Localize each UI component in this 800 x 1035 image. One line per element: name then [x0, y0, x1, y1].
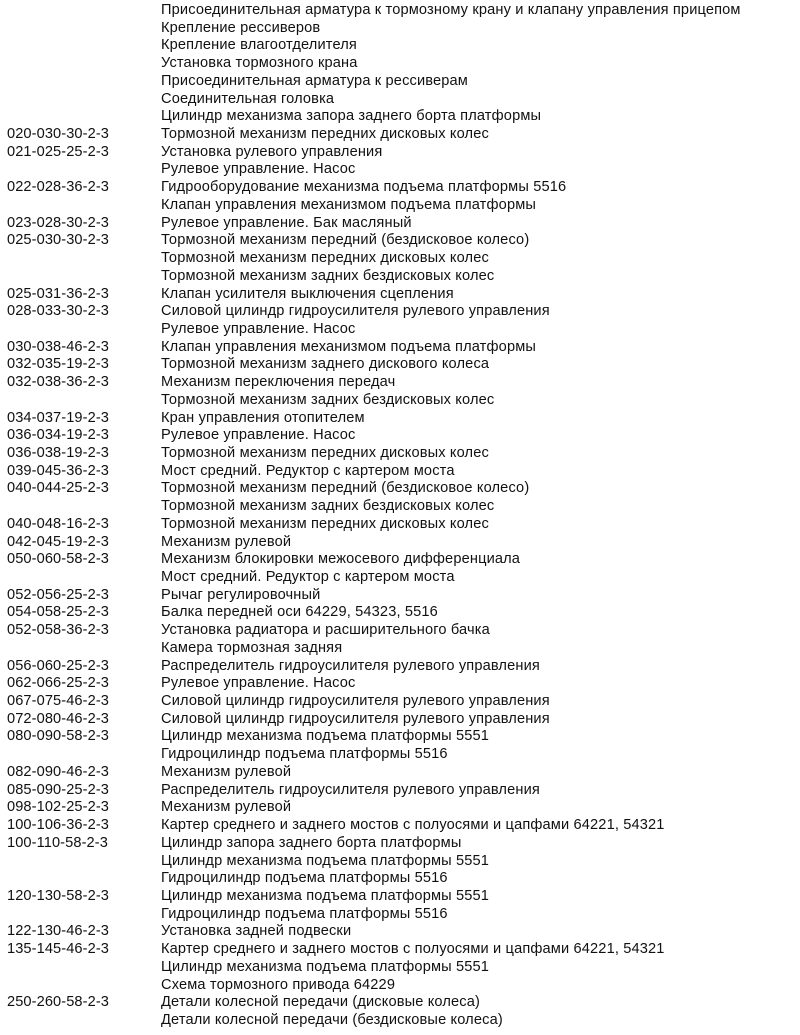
- part-code: 082-090-46-2-3: [7, 763, 110, 780]
- table-row: [0, 215, 800, 233]
- part-code: 025-030-30-2-3: [7, 232, 110, 249]
- table-row: [0, 445, 800, 463]
- part-code: 025-031-36-2-3: [7, 285, 110, 302]
- part-code: 040-048-16-2-3: [7, 515, 110, 532]
- table-row: [0, 728, 800, 746]
- part-code: 052-058-36-2-3: [7, 622, 110, 639]
- part-description: Цилиндр запора заднего борта платформы: [161, 834, 462, 851]
- part-code: 032-038-36-2-3: [7, 374, 110, 391]
- table-row: [0, 534, 800, 552]
- table-row: [0, 764, 800, 782]
- part-description: Тормозной механизм передний (бездисковое колесо): [161, 232, 530, 249]
- part-description: Тормозной механизм задних бездисковых колес: [161, 498, 495, 515]
- part-description: Установка задней подвески: [161, 923, 352, 940]
- table-row: [0, 303, 800, 321]
- table-row: [0, 870, 800, 888]
- table-row: [0, 888, 800, 906]
- part-code: 062-066-25-2-3: [7, 675, 110, 692]
- part-code: 080-090-58-2-3: [7, 728, 110, 745]
- part-code: 250-260-58-2-3: [7, 994, 110, 1011]
- table-row: [0, 906, 800, 924]
- part-description: Распределитель гидроусилителя рулевого управления: [161, 657, 540, 674]
- part-description: Силовой цилиндр гидроусилителя рулевого управления: [161, 693, 550, 710]
- part-description: Цилиндр механизма подъема платформы 5551: [161, 852, 490, 869]
- part-description: Рулевое управление. Насос: [161, 320, 356, 337]
- part-description: Крепление рессиверов: [161, 19, 321, 36]
- part-code: 039-045-36-2-3: [7, 462, 110, 479]
- part-code: 100-110-58-2-3: [7, 834, 108, 851]
- part-description: Мост средний. Редуктор с картером моста: [161, 569, 455, 585]
- table-row: [0, 463, 800, 481]
- table-row: [0, 923, 800, 941]
- table-row: [0, 782, 800, 800]
- part-description: Силовой цилиндр гидроусилителя рулевого управления: [161, 303, 550, 320]
- table-row: [0, 286, 800, 304]
- table-row: [0, 994, 800, 1012]
- part-description: Тормозной механизм задних бездисковых колес: [161, 391, 495, 408]
- part-description: Кран управления отопителем: [161, 409, 365, 426]
- part-description: Силовой цилиндр гидроусилителя рулевого управления: [161, 710, 550, 727]
- table-row: [0, 516, 800, 534]
- table-row: [0, 91, 800, 109]
- part-description: Установка рулевого управления: [161, 143, 383, 160]
- part-code: 023-028-30-2-3: [7, 214, 110, 231]
- part-description: Гидроцилиндр подъема платформы 5516: [161, 905, 448, 922]
- part-description: Распределитель гидроусилителя рулевого управления: [161, 781, 540, 798]
- part-code: 040-044-25-2-3: [7, 480, 110, 497]
- table-row: [0, 569, 800, 587]
- part-description: Рулевое управление. Насос: [161, 675, 356, 692]
- part-code: 072-080-46-2-3: [7, 710, 110, 727]
- part-description: Механизм рулевой: [161, 799, 292, 816]
- part-code: 032-035-19-2-3: [7, 356, 110, 373]
- part-description: Установка тормозного крана: [161, 55, 358, 72]
- part-description: Камера тормозная задняя: [161, 639, 343, 656]
- part-description: Рулевое управление. Бак масляный: [161, 214, 412, 231]
- part-description: Тормозной механизм заднего дискового колеса: [161, 356, 490, 373]
- table-row: [0, 374, 800, 392]
- part-description: Мост средний. Редуктор с картером моста: [161, 462, 455, 479]
- table-row: [0, 197, 800, 215]
- table-row: [0, 675, 800, 693]
- table-row: [0, 179, 800, 197]
- table-row: [0, 711, 800, 729]
- part-description: Клапан усилителя выключения сцепления: [161, 285, 454, 302]
- table-row: [0, 551, 800, 569]
- table-row: [0, 622, 800, 640]
- part-description: Тормозной механизм передних дисковых колес: [161, 444, 489, 461]
- part-description: Тормозной механизм передних дисковых колес: [161, 126, 489, 143]
- table-row: [0, 480, 800, 498]
- table-row: [0, 410, 800, 428]
- part-description: Рулевое управление. Насос: [161, 427, 356, 444]
- part-description: Соединительная головка: [161, 90, 335, 107]
- part-code: 122-130-46-2-3: [7, 923, 110, 940]
- part-description: Цилиндр механизма подъема платформы 5551: [161, 887, 490, 904]
- table-row: [0, 126, 800, 144]
- table-row: [0, 73, 800, 91]
- part-code: 054-058-25-2-3: [7, 604, 110, 621]
- part-description: Тормозной механизм задних бездисковых колес: [161, 267, 495, 284]
- table-row: [0, 853, 800, 871]
- part-description: Цилиндр механизма подъема платформы 5551: [161, 958, 490, 975]
- part-description: Гидрооборудование механизма подъема платформы 5516: [161, 179, 567, 196]
- table-row: [0, 941, 800, 959]
- part-code: 067-075-46-2-3: [7, 693, 110, 710]
- table-row: [0, 959, 800, 977]
- table-row: [0, 161, 800, 179]
- part-code: 036-038-19-2-3: [7, 444, 110, 461]
- part-description: Картер среднего и заднего мостов с полуосями и цапфами 64221, 54321: [161, 941, 665, 958]
- part-code: 120-130-58-2-3: [7, 887, 110, 904]
- part-code: 100-106-36-2-3: [7, 817, 110, 834]
- part-description: Картер среднего и заднего мостов с полуосями и цапфами 64221, 54321: [161, 817, 665, 834]
- part-code: 052-056-25-2-3: [7, 586, 110, 603]
- table-row: [0, 321, 800, 339]
- table-row: [0, 640, 800, 658]
- table-row: [0, 144, 800, 162]
- table-row: [0, 746, 800, 764]
- part-description: Тормозной механизм передних дисковых колес: [161, 250, 489, 267]
- table-row: [0, 835, 800, 853]
- part-description: Гидроцилиндр подъема платформы 5516: [161, 870, 448, 887]
- part-code: 028-033-30-2-3: [7, 303, 110, 320]
- part-code: 098-102-25-2-3: [7, 799, 110, 816]
- table-row: [0, 693, 800, 711]
- part-description: Тормозной механизм передних дисковых колес: [161, 515, 489, 532]
- part-description: Механизм переключения передач: [161, 374, 396, 391]
- table-row: [0, 1012, 800, 1030]
- table-row: [0, 498, 800, 516]
- part-description: Рычаг регулировочный: [161, 586, 321, 603]
- table-row: [0, 232, 800, 250]
- part-description: Балка передней оси 64229, 54323, 5516: [161, 604, 438, 621]
- table-row: [0, 658, 800, 676]
- part-code: 056-060-25-2-3: [7, 657, 110, 674]
- table-row: [0, 20, 800, 38]
- part-description: Схема тормозного привода 64229: [161, 976, 396, 993]
- part-description: Детали колесной передачи (дисковые колеса): [161, 994, 481, 1011]
- part-description: Крепление влагоотделителя: [161, 37, 357, 54]
- part-code: 034-037-19-2-3: [7, 409, 110, 426]
- part-code: 135-145-46-2-3: [7, 941, 110, 958]
- part-code: 085-090-25-2-3: [7, 781, 110, 798]
- table-row: [0, 55, 800, 73]
- table-row: [0, 977, 800, 995]
- part-description: Рулевое управление. Насос: [161, 161, 356, 178]
- part-code: 030-038-46-2-3: [7, 338, 110, 355]
- part-description: Присоединительная арматура к рессиверам: [161, 72, 468, 89]
- part-description: Присоединительная арматура к тормозному крану и клапану управления прицепом: [161, 2, 741, 18]
- table-row: [0, 427, 800, 445]
- part-description: Механизм рулевой: [161, 533, 292, 550]
- part-description: Механизм блокировки межосевого дифференциала: [161, 551, 521, 568]
- part-code: 050-060-58-2-3: [7, 551, 110, 568]
- part-code: 022-028-36-2-3: [7, 179, 110, 196]
- part-code: 020-030-30-2-3: [7, 126, 110, 143]
- part-description: Клапан управления механизмом подъема платформы: [161, 196, 537, 213]
- table-row: [0, 37, 800, 55]
- table-row: [0, 339, 800, 357]
- table-row: [0, 799, 800, 817]
- part-description: Механизм рулевой: [161, 763, 292, 780]
- table-row: [0, 2, 800, 20]
- part-description: Цилиндр механизма запора заднего борта платформы: [161, 108, 542, 125]
- part-description: Тормозной механизм передний (бездисковое колесо): [161, 480, 530, 497]
- table-row: [0, 108, 800, 126]
- part-code: 036-034-19-2-3: [7, 427, 110, 444]
- part-description: Цилиндр механизма подъема платформы 5551: [161, 728, 490, 745]
- table-row: [0, 604, 800, 622]
- table-row: [0, 250, 800, 268]
- table-row: [0, 268, 800, 286]
- part-code: 021-025-25-2-3: [7, 143, 110, 160]
- document-page: [0, 2, 800, 1030]
- part-description: Гидроцилиндр подъема платформы 5516: [161, 746, 448, 763]
- table-row: [0, 587, 800, 605]
- part-code: 042-045-19-2-3: [7, 533, 110, 550]
- table-row: [0, 356, 800, 374]
- part-description: Установка радиатора и расширительного бачка: [161, 622, 490, 639]
- table-row: [0, 392, 800, 410]
- table-row: [0, 817, 800, 835]
- part-description: Детали колесной передачи (бездисковые колеса): [161, 1011, 503, 1028]
- part-description: Клапан управления механизмом подъема платформы: [161, 338, 537, 355]
